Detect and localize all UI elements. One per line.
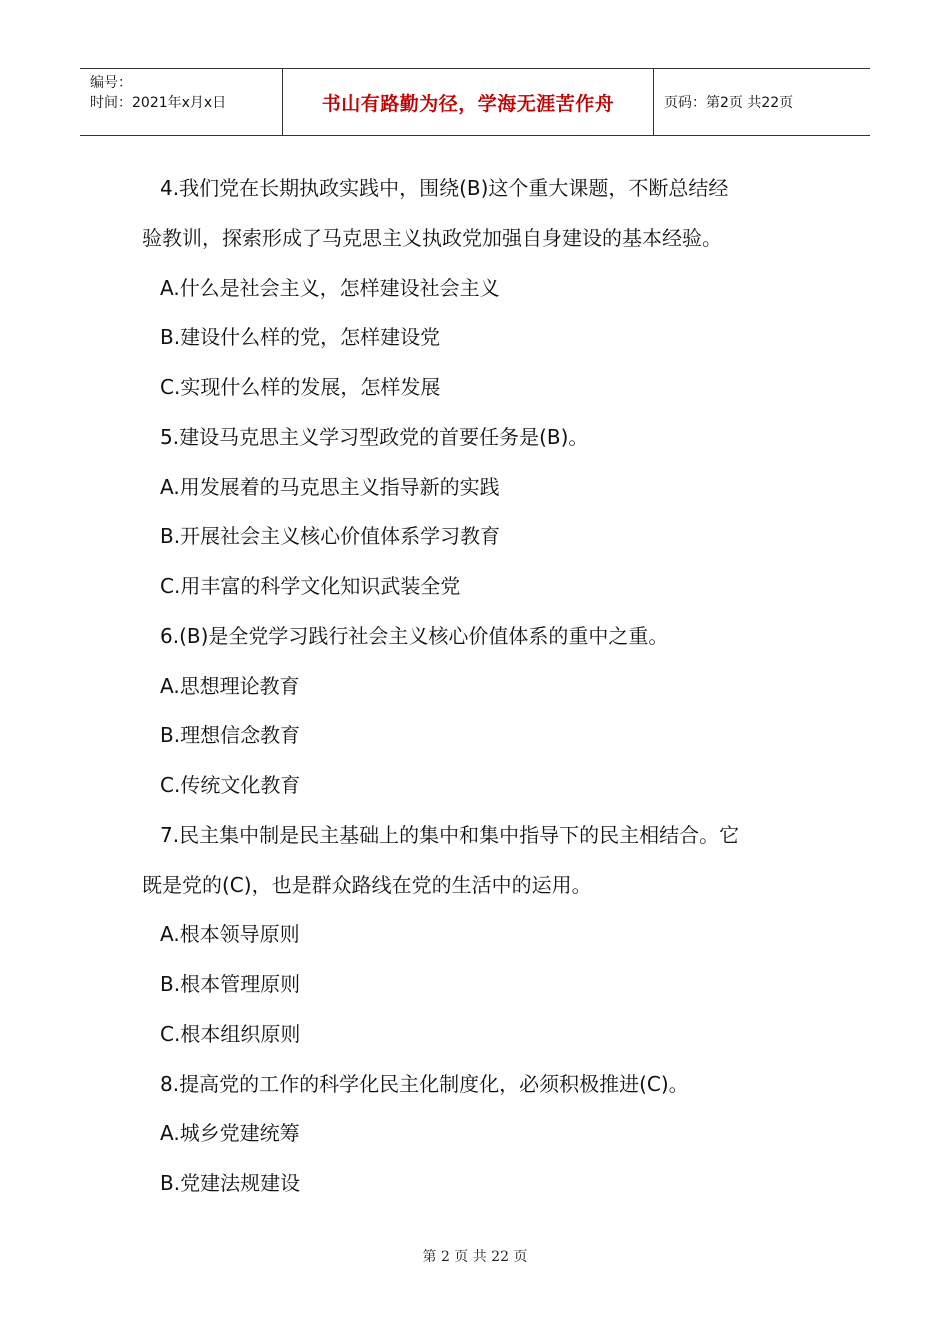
motto: 书山有路勤为径，学海无涯苦作舟 bbox=[321, 92, 615, 115]
number-label: 编号： bbox=[90, 75, 132, 91]
option-c: C.用丰富的科学文化知识武装全党 bbox=[160, 574, 461, 598]
question-7-line-2: 既是党的(C)，也是群众路线在党的生活中的运用。 bbox=[142, 873, 592, 897]
question-4-line-2: 验教训，探索形成了马克思主义执政党加强自身建设的基本经验。 bbox=[142, 226, 722, 250]
header-meta bbox=[80, 69, 282, 135]
option-c: C.实现什么样的发展，怎样发展 bbox=[160, 375, 441, 399]
question-8: 8.提高党的工作的科学化民主化制度化，必须积极推进(C)。 bbox=[160, 1072, 689, 1096]
option-b: B.理想信念教育 bbox=[160, 723, 301, 747]
question-5: 5.建设马克思主义学习型政党的首要任务是(B)。 bbox=[160, 425, 589, 449]
time-label: 时间：2021年x月x日 bbox=[90, 95, 227, 111]
option-b: B.建设什么样的党，怎样建设党 bbox=[160, 325, 441, 349]
option-c: C.根本组织原则 bbox=[160, 1022, 301, 1046]
option-b: B.党建法规建设 bbox=[160, 1171, 301, 1195]
option-c: C.传统文化教育 bbox=[160, 773, 301, 797]
question-6: 6.(B)是全党学习践行社会主义核心价值体系的重中之重。 bbox=[160, 624, 669, 648]
option-a: A.城乡党建统筹 bbox=[160, 1121, 300, 1145]
page-label: 页码：第2页 共22页 bbox=[664, 95, 794, 111]
option-b: B.根本管理原则 bbox=[160, 972, 301, 996]
page-header bbox=[80, 68, 870, 136]
option-a: A.用发展着的马克思主义指导新的实践 bbox=[160, 475, 500, 499]
page-footer: 第 2 页 共 22 页 bbox=[422, 1249, 528, 1265]
option-b: B.开展社会主义核心价值体系学习教育 bbox=[160, 524, 501, 548]
header-motto-cell bbox=[282, 69, 654, 135]
header-page-cell bbox=[654, 69, 870, 135]
option-a: A.什么是社会主义，怎样建设社会主义 bbox=[160, 276, 500, 300]
question-4-line-1: 4.我们党在长期执政实践中，围绕(B)这个重大课题，不断总结经 bbox=[160, 176, 729, 200]
option-a: A.根本领导原则 bbox=[160, 922, 300, 946]
option-a: A.思想理论教育 bbox=[160, 674, 300, 698]
question-7-line-1: 7.民主集中制是民主基础上的集中和集中指导下的民主相结合。它 bbox=[160, 823, 740, 847]
